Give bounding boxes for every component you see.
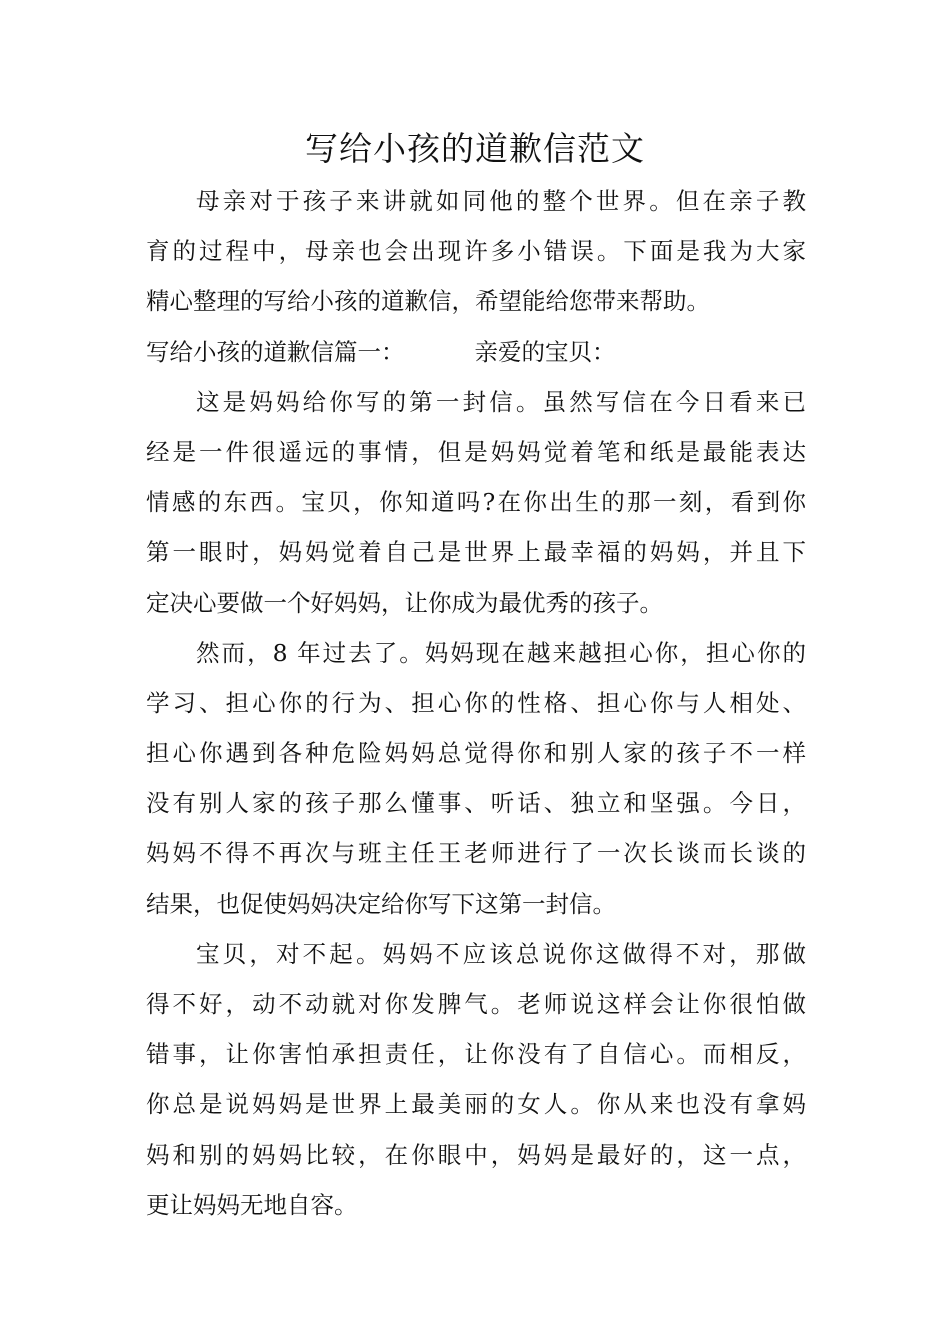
intro-line: 育的过程中，母亲也会出现许多小错误。下面是我为大家 bbox=[146, 237, 806, 266]
paragraph-line: 错事，让你害怕承担责任，让你没有了自信心。而相反， bbox=[146, 1040, 806, 1069]
paragraph-line: 经是一件很遥远的事情，但是妈妈觉着笔和纸是最能表达 bbox=[146, 437, 806, 466]
paragraph-line: 你总是说妈妈是世界上最美丽的女人。你从来也没有拿妈 bbox=[146, 1090, 806, 1119]
paragraph-line: 学习、担心你的行为、担心你的性格、担心你与人相处、 bbox=[146, 688, 806, 717]
paragraph-line: 第一眼时，妈妈觉着自己是世界上最幸福的妈妈，并且下 bbox=[146, 538, 806, 567]
intro-line: 母亲对于孩子来讲就如同他的整个世界。但在亲子教 bbox=[196, 187, 806, 215]
paragraph-line: 更让妈妈无地自容。 bbox=[146, 1190, 358, 1219]
paragraph-line: 宝贝，对不起。妈妈不应该总说你这做得不对，那做 bbox=[196, 939, 806, 968]
paragraph-line: 这是妈妈给你写的第一封信。虽然写信在今日看来已 bbox=[196, 387, 806, 416]
paragraph-line: 得不好，动不动就对你发脾气。老师说这样会让你很怕做 bbox=[146, 990, 806, 1018]
paragraph-line: 妈妈不得不再次与班主任王老师进行了一次长谈而长谈的 bbox=[146, 839, 806, 868]
letter-greeting: 亲爱的宝贝： bbox=[474, 337, 616, 366]
section-heading: 写给小孩的道歉信篇一： bbox=[146, 337, 405, 366]
paragraph-line: 没有别人家的孩子那么懂事、听话、独立和坚强。今日， bbox=[146, 789, 806, 818]
document-body bbox=[146, 176, 806, 1230]
paragraph-line: 然而，8 年过去了。妈妈现在越来越担心你，担心你的 bbox=[196, 638, 806, 667]
section-heading-line bbox=[146, 327, 806, 377]
paragraph-line: 结果，也促使妈妈决定给你写下这第一封信。 bbox=[146, 889, 616, 918]
paragraph-line: 妈和别的妈妈比较，在你眼中，妈妈是最好的，这一点， bbox=[146, 1140, 806, 1169]
paragraph-line: 情感的东西。宝贝，你知道吗?在你出生的那一刻，看到你 bbox=[146, 488, 806, 517]
intro-line: 精心整理的写给小孩的道歉信，希望能给您带来帮助。 bbox=[146, 287, 710, 316]
paragraph-line: 担心你遇到各种危险妈妈总觉得你和别人家的孩子不一样 bbox=[146, 739, 806, 768]
paragraph-line: 定决心要做一个好妈妈，让你成为最优秀的孩子。 bbox=[146, 588, 663, 617]
document-title: 写给小孩的道歉信范文 bbox=[305, 129, 645, 168]
